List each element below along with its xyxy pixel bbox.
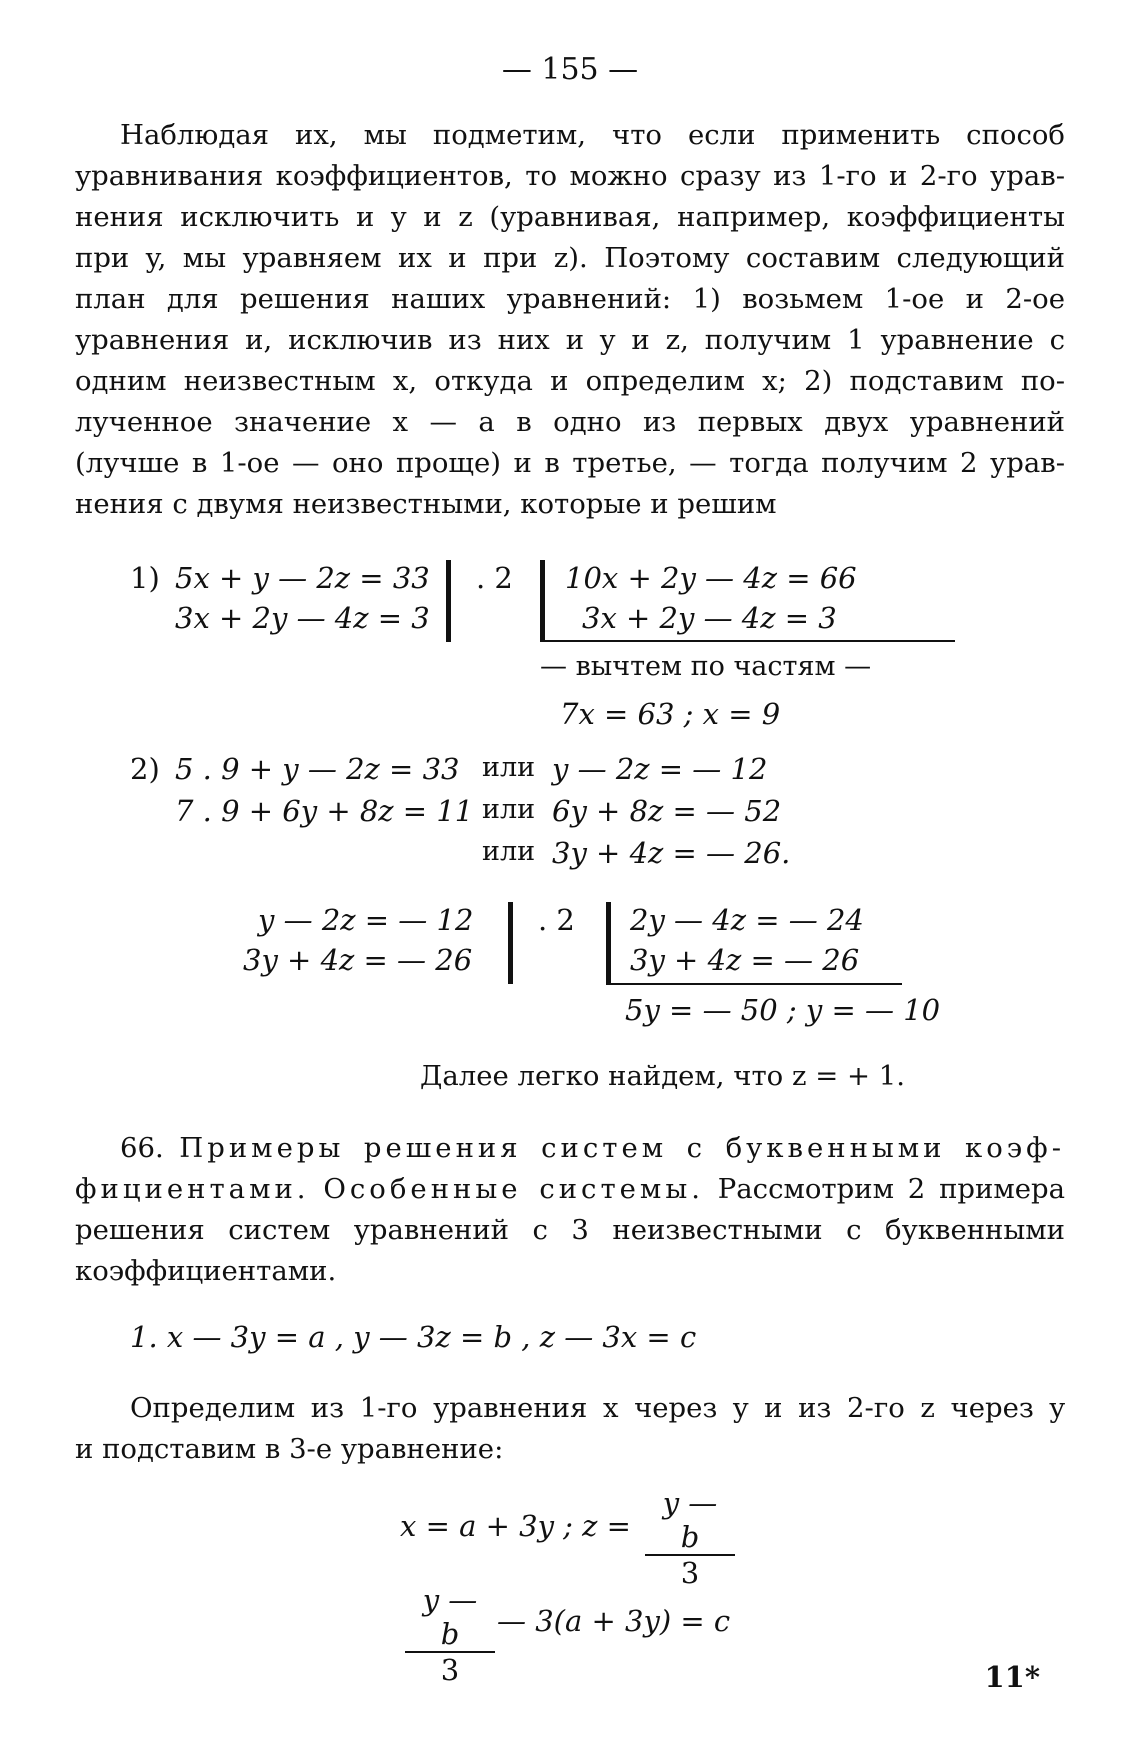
step1-result-b: 3x + 2y — 4z = 3	[582, 601, 837, 635]
step3-result-b: 3y + 4z = — 26	[630, 943, 860, 977]
step3-equation-b: 3y + 4z = — 26	[243, 943, 473, 977]
text-line: уравнивания коэффициентов, то можно сразу из 1-го и 2-го урав-	[75, 160, 1065, 192]
step3-equation-a: y — 2z = — 12	[258, 903, 474, 937]
step2-line3-or: или	[482, 836, 536, 867]
step2-label: 2)	[130, 752, 160, 786]
step1-underline	[540, 640, 955, 642]
step3-right-bar	[606, 902, 611, 984]
step2-line1-right: y — 2z = — 12	[552, 752, 768, 786]
step3-answer: 5y = — 50 ; y = — 10	[625, 993, 941, 1027]
step1-right-bar	[540, 560, 545, 642]
section-title-line	[75, 1169, 1065, 1210]
step1-equation-b: 3x + 2y — 4z = 3	[175, 601, 430, 635]
text-line: уравнения и, исключив из них и y и z, получим 1 уравнение с	[75, 324, 1065, 356]
fraction-denominator: 3	[680, 1556, 700, 1590]
text-line: Наблюдая их, мы подметим, что если применить способ	[120, 119, 1065, 151]
paragraph-intro	[75, 115, 1065, 525]
step2-line2-left: 7 . 9 + 6y + 8z = 11	[175, 794, 474, 828]
text-line: при y, мы уравняем их и при z). Поэтому составим следующий	[75, 242, 1065, 274]
signature-mark: 11*	[984, 1660, 1040, 1694]
step1-label: 1)	[130, 561, 160, 595]
paragraph-substitution	[75, 1388, 1065, 1470]
section-title-a: Примеры решения систем с буквенными коэф-	[179, 1132, 1065, 1164]
step1-multiplier: . 2	[476, 561, 513, 595]
section-title-c: Особенные системы.	[323, 1173, 704, 1205]
step2-line2-or: или	[482, 794, 536, 825]
step2-line2-right: 6y + 8z = — 52	[552, 794, 782, 828]
text-line: (лучше в 1-ое — оно проще) и в третье, — тогда получим 2 урав-	[75, 447, 1065, 479]
fraction-denominator: 3	[440, 1653, 460, 1687]
text-line: решения систем уравнений с 3 неизвестными с буквенными	[75, 1214, 1065, 1246]
step2-line1-or: или	[482, 752, 536, 783]
step3-underline	[606, 983, 902, 985]
step1-result-a: 10x + 2y — 4z = 66	[565, 561, 857, 595]
formula1-left: x = a + 3y ; z =	[400, 1509, 631, 1543]
step3-left-bar	[508, 902, 513, 984]
step2-line3-right: 3y + 4z = — 26.	[552, 836, 791, 870]
conclusion-text: Далее легко найдем, что z = + 1.	[420, 1060, 906, 1092]
text-line: нения исключить и y и z (уравнивая, например, коэффициенты	[75, 201, 1065, 233]
formula2-fraction	[405, 1583, 495, 1687]
text-line: лученное значение x — a в одно из первых двух уравнений	[75, 406, 1065, 438]
step1-equation-a: 5x + y — 2z = 33	[175, 561, 430, 595]
text-line: одним неизвестным x, откуда и определим x; 2) подставим по-	[75, 365, 1065, 397]
section-title-line	[75, 1128, 1065, 1169]
text-line: нения с двумя неизвестными, которые и решим	[75, 488, 777, 520]
step3-multiplier: . 2	[538, 903, 575, 937]
step1-left-bar	[446, 560, 451, 642]
section-number: 66.	[120, 1132, 164, 1164]
formula2-right: — 3(a + 3y) = c	[497, 1604, 731, 1638]
section-66	[75, 1128, 1065, 1292]
fraction-numerator: y — b	[645, 1486, 735, 1556]
step1-answer: 7x = 63 ; x = 9	[560, 697, 781, 731]
text-line: Определим из 1-го уравнения x через y и из 2-го z через y	[130, 1392, 1065, 1424]
section-text: Рассмотрим 2 примера	[717, 1173, 1065, 1205]
text-line: план для решения наших уравнений: 1) возьмем 1-ое и 2-ое	[75, 283, 1065, 315]
text-line: и подставим в 3-е уравнение:	[75, 1433, 504, 1465]
step1-note: — вычтем по частям —	[540, 651, 872, 682]
step2-line1-left: 5 . 9 + y — 2z = 33	[175, 752, 460, 786]
step3-result-a: 2y — 4z = — 24	[630, 903, 864, 937]
text-line: коэффициентами.	[75, 1255, 337, 1287]
example1-equations: 1. x — 3y = a , y — 3z = b , z — 3x = c	[130, 1320, 697, 1354]
page-number: — 155 —	[501, 52, 639, 87]
section-title-b: фициентами.	[75, 1173, 310, 1205]
formula1-fraction	[645, 1486, 735, 1590]
fraction-numerator: y — b	[405, 1583, 495, 1653]
